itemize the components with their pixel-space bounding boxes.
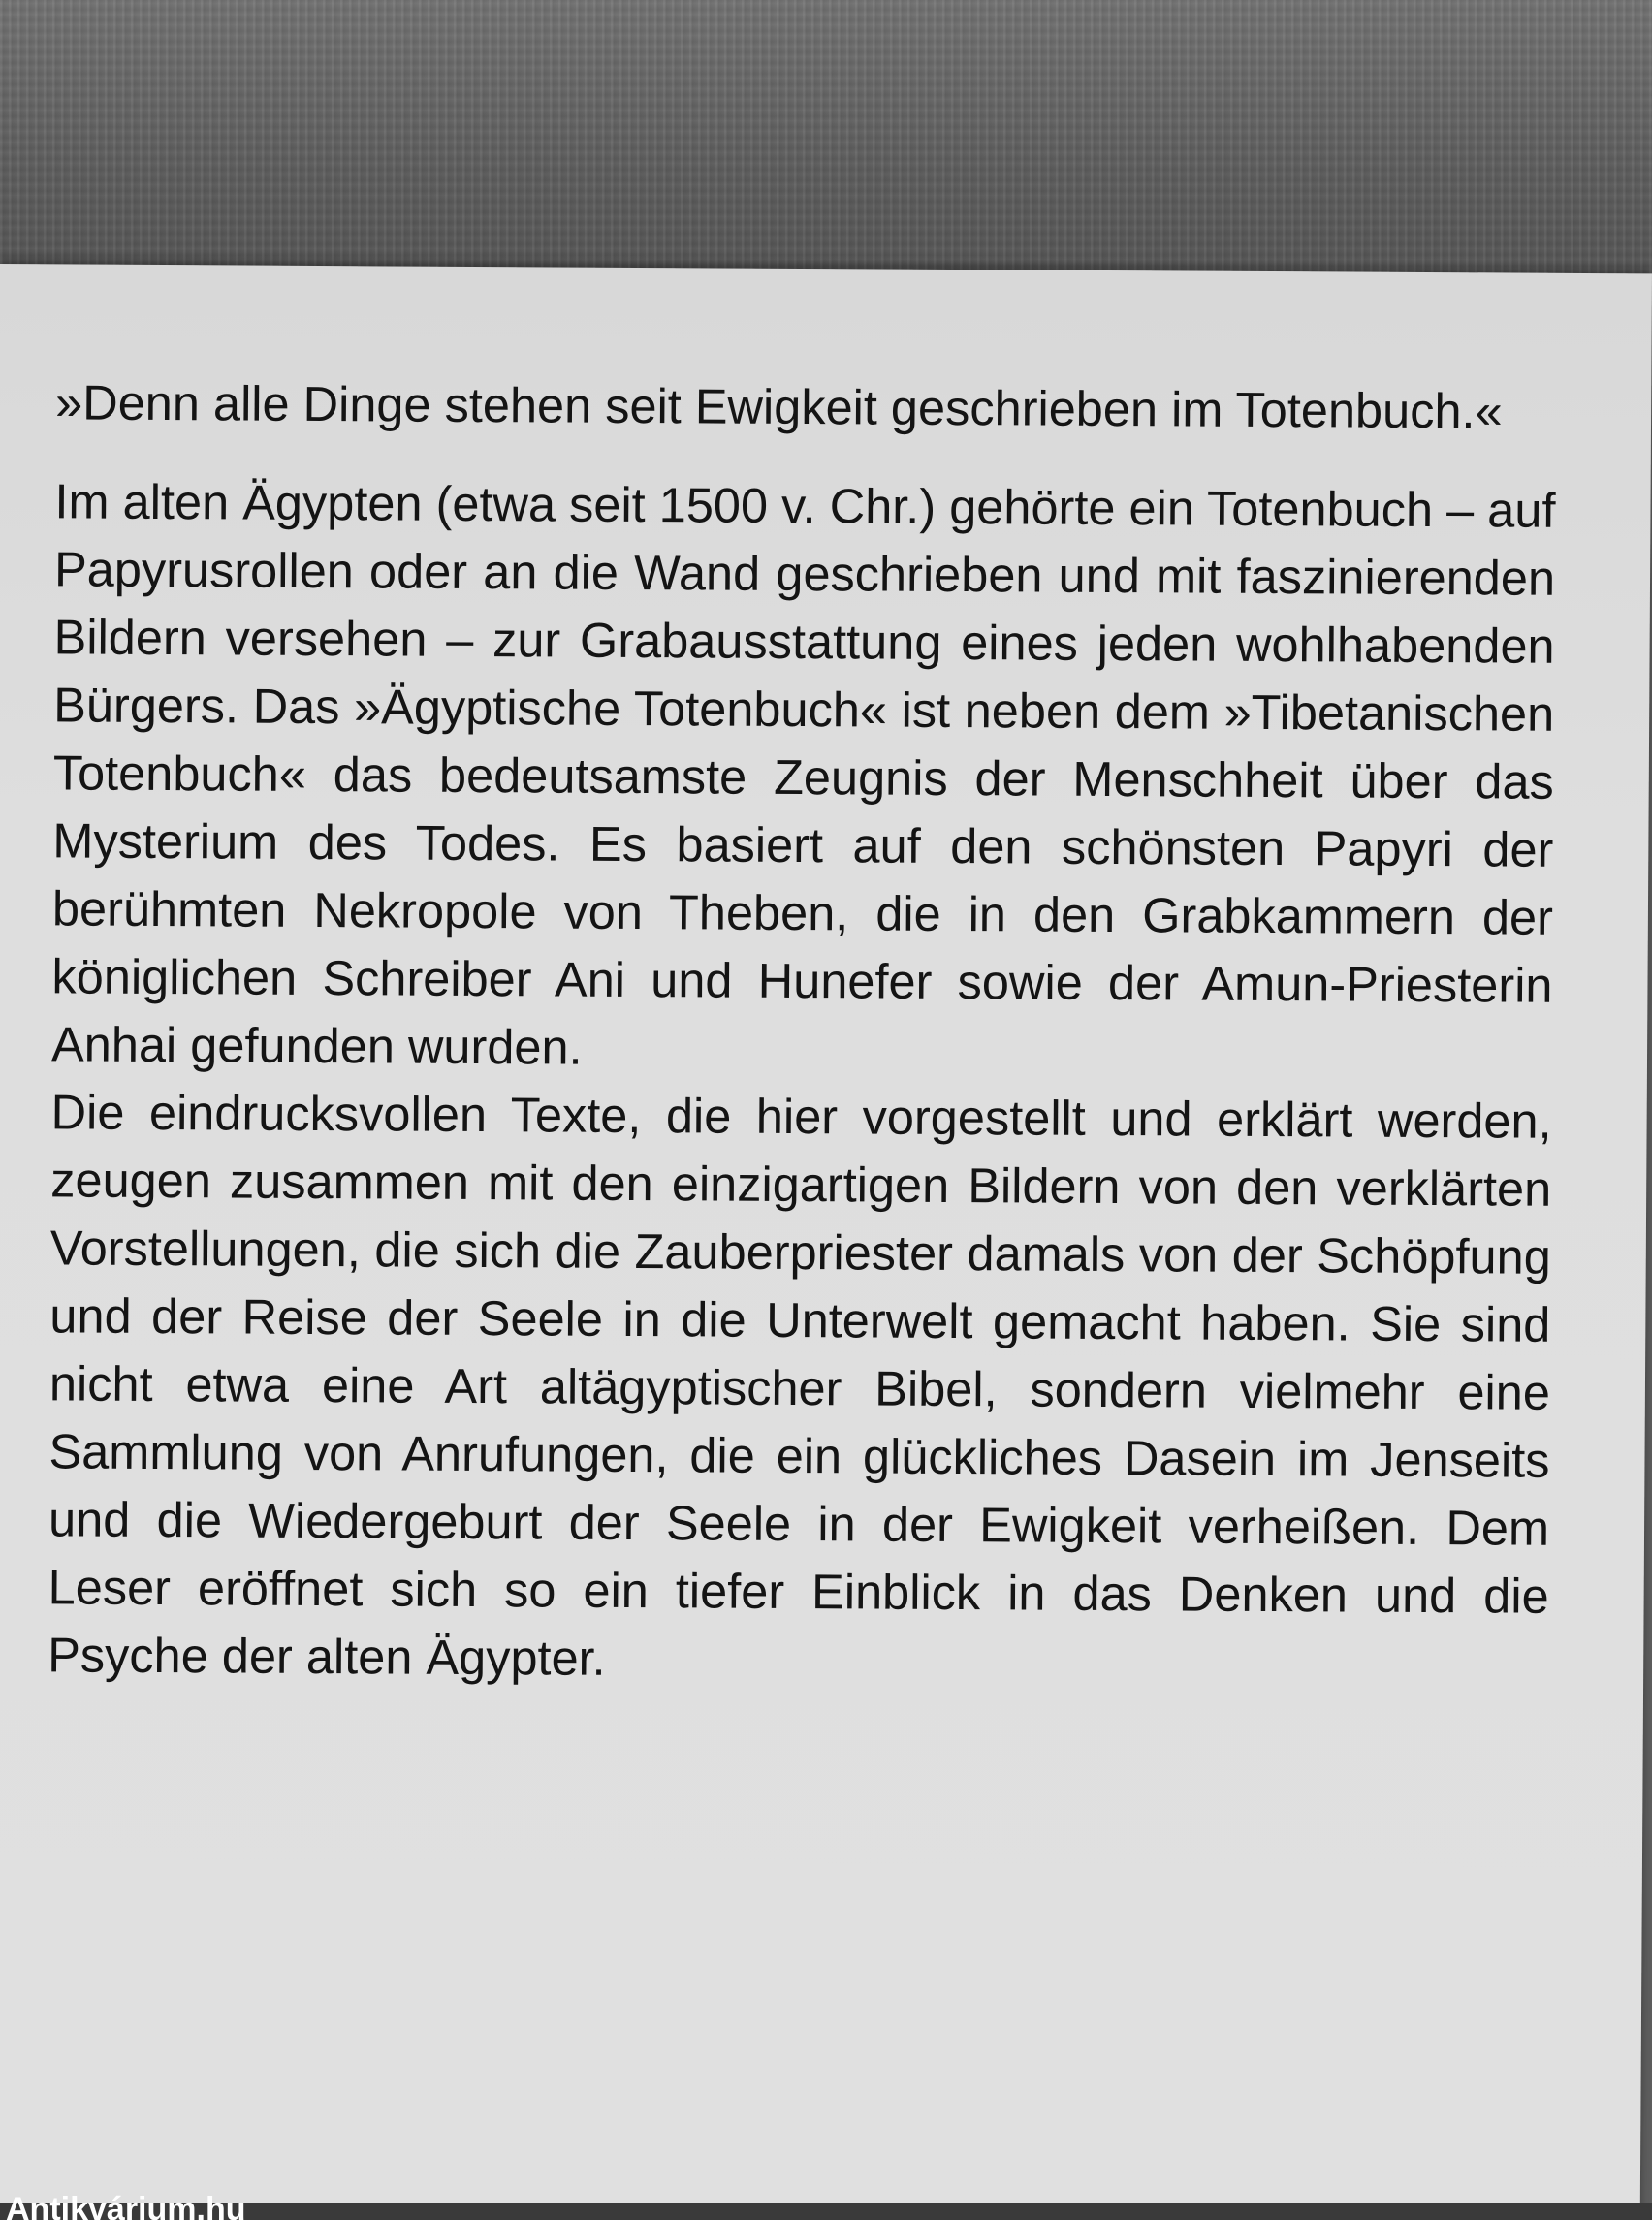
opening-quote: »Denn alle Dinge stehen seit Ewigkeit geschrieben im Totenbuch.« <box>54 374 1503 439</box>
watermark: Antikvárium.hu <box>6 2191 246 2220</box>
background-surface <box>0 0 1652 281</box>
paragraph-texts: Die eindrucksvollen Texte, die hier vorgestellt und erklärt werden, zeugen zusammen mit den einzigartigen Bildern von den verklärten Vorstellungen, die sich die Zauberpriester damals von der Schöpfung und der Reise der Seele in die Unterwelt gemacht haben. Sie sind nicht etwa eine Art altägyptischer Bibel, sondern vielmehr eine Sammlung von Anrufungen, die ein glückliches Dasein im Jenseits und die Wiedergeburt der Seele in der Ewigkeit verheißen. Dem Leser eröffnet sich so ein tiefer Einblick in das Denken und die Psyche der alten Ägypter. <box>48 1084 1552 1686</box>
book-back-cover <box>0 264 1652 2212</box>
paragraph-history: Im alten Ägypten (etwa seit 1500 v. Chr.) gehörte ein Totenbuch – auf Papyrusrollen oder an die Wand geschrieben und mit faszinierenden Bildern versehen – zur Grabausstattung eines jeden wohlhabenden Bürgers. Das »Ägyptische Totenbuch« ist neben dem »Tibetanischen Totenbuch« das bedeutsamste Zeugnis der Menschheit über das Mysterium des Todes. Es basiert auf den schönsten Papyri der berühmten Nekropole von Theben, die in den Grabkammern der königlichen Schreiber Ani und Hunefer sowie der Amun-Priesterin Anhai gefunden wurden. <box>50 473 1556 1075</box>
blurb-text <box>48 368 1556 1697</box>
bottom-edge <box>0 2191 1652 2220</box>
